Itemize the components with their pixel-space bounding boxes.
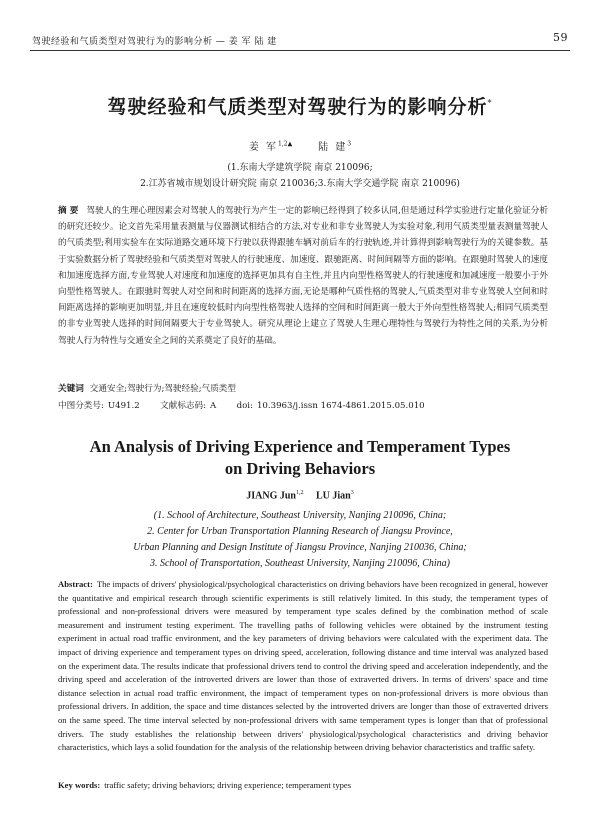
en-title: An Analysis of Driving Experience and Temperament Types on Driving Behaviors	[89, 437, 511, 478]
cn-title: 驾驶经验和气质类型对驾驶行为的影响分析*	[107, 96, 493, 118]
cn-abstract-text: 驾驶人的生理心理因素会对驾驶人的驾驶行为产生一定的影响已经得到了较多认同,但是通过科学实验进行定量化验证分析的研究还较少。论文首先采用量表测量与仪器测试相结合的方法,对专业和非专业驾驶人为实验对象,利用气质类型量表测量驾驶人的气质类型;利用实验车在实际道路交通环境下行驶以获得跟驰车辆对前后车的行驶轨迹,并计算得到影响驾驶行为的关键参数。基于实验数据分析了驾驶经验和气质类型对驾驶人的行驶速度、加速度、跟驰距离、时间间隔等方面的影响。在跟驰时驾驶人的速度和加速度选择方面,专业驾驶人对速度和加速度的选择更加具有自主性,并且内向型性格驾驶人的行驶速度和加减速度一般要小于外向型性格驾驶人。在跟驰时驾驶人对空间和时间距离的选择方面,无论是哪种气质性格的驾驶人,气质类型对非专业驾驶人空间和时间距离选择的影响更加明显,并且在速度较低时内向型性格驾驶人选择的空间和时间距离一般大于外向型性格驾驶人;相同气质类型的非专业驾驶人选择的时间间隔要大于专业驾驶人。研究从理论上建立了驾驶人生理心理特性与驾驶行为特性之间的关系,为分析驾驶人行为特性与交通安全之间的关系奠定了良好的基础。	[58, 206, 548, 346]
cn-abstract	[58, 203, 548, 349]
en-keywords: Key words: traffic safety; driving behaviors; driving experience; temperament types	[58, 780, 352, 790]
en-affiliation-3: Urban Planning and Design Institute of Jiangsu Province, Nanjing 210036, China;	[133, 542, 467, 553]
page-number: 59	[553, 31, 568, 44]
en-affiliation-2: 2. Center for Urban Transportation Planning Research of Jiangsu Province,	[147, 526, 453, 537]
cn-affiliation-1: (1.东南大学建筑学院 南京 210096;	[227, 163, 373, 173]
cn-affiliation-2: 2.江苏省城市规划设计研究院 南京 210036;3.东南大学交通学院 南京 210096)	[140, 179, 460, 189]
en-affiliation-1: (1. School of Architecture, Southeast University, Nanjing 210096, China;	[153, 510, 447, 521]
en-authors: JIANG Jun$^{1,2}$ LU Jian$^3$	[246, 490, 354, 502]
en-affiliation-4: 3. School of Transportation, Southeast University, Nanjing 210096, China)	[149, 558, 450, 569]
header-rule	[30, 50, 570, 51]
cn-keywords: 关键词 交通安全;驾驶行为;驾驶经验;气质类型	[58, 384, 236, 394]
running-title: 驾驶经验和气质类型对驾驶行为的影响分析 — 姜 军 陆 建	[32, 37, 277, 47]
cn-author-2: 陆 建	[318, 142, 348, 153]
en-abstract-text: The impacts of drivers' physiological/psychological characteristics on driving behaviors have been recognized in general, however the quantitative and empirical research through scientific experiments is still relatively limited. In this study, the temperament types of professional and non-professional drivers were measured by temperament type scales defined by the combination method of scale measurement and instrument testing experiment. The travelling paths of following vehicles were obtained by the instrument testing experiment in actual road traffic environment, and the key parameters of driving behaviors were calculated with the experiment data. The impact of driving experience and temperament types on driving speed, acceleration, following distance and time interval was analyzed based on the experiment data. The results indicate that professional drivers tend to control the driving speed and acceleration independently, and the driving speed and acceleration of the introverted drivers are lower than those of extraverted drivers. In terms of drivers' space and time distance selection in actual road traffic environment, the impact of temperament types on non-professional drivers is more obvious than professional drivers. In addition, the space and time distances selected by the introverted drivers are longer than those of extraverted drivers on the same speed. The time interval selected by non-professional drivers with same temperament types is longer than that of professional drivers. The study establishes the relationship between drivers' physiological/psychological characteristics and driving behavior characteristics, which lays a solid foundation for the analysis of the relationship between driving behavior characteristics and traffic safety.	[58, 579, 548, 753]
cn-authors: 姜 军$^{1,2▲}$ 陆 建$^3$	[248, 140, 352, 153]
running-header	[32, 31, 568, 48]
cn-classification: 中图分类号: U491.2 文献标志码: A doi: 10.3963/j.issn 1674-4861.2015.05.010	[58, 401, 425, 411]
cn-abstract-label: 摘 要	[58, 206, 79, 216]
cn-author-1: 姜 军	[248, 142, 279, 153]
en-abstract: Abstract: The impacts of drivers' physiological/psychological characteristics on driving behaviors have been recognized in general, however the quantitative and empirical research through scientific experiments is still relatively limited. In this study, the temperament types of professional and non-professional drivers were measured by temperament type scales defined by the combination method of scale measurement and instrument testing experiment. The travelling paths of following vehicles were obtained by the instrument testing experiment in actual road traffic environment, and the key parameters of driving behaviors were calculated with the experiment data. The impact of driving experience and temperament types on driving speed, acceleration, following distance and time interval was analyzed based on the experiment data. The results indicate that professional drivers tend to control the driving speed and acceleration independently, and the driving speed and acceleration of the introverted drivers are lower than those of extraverted drivers. In terms of drivers' space and time distance selection in actual road traffic environment, the impact of temperament types on non-professional drivers is more obvious than professional drivers. In addition, the space and time distances selected by the introverted drivers are longer than those of extraverted drivers on the same speed. The time interval selected by non-professional drivers with same temperament types is longer than that of professional drivers. The study establishes the relationship between drivers' physiological/psychological characteristics and driving behavior characteristics, which lays a solid foundation for the analysis of the relationship between driving behavior characteristics and traffic safety.	[58, 579, 548, 753]
